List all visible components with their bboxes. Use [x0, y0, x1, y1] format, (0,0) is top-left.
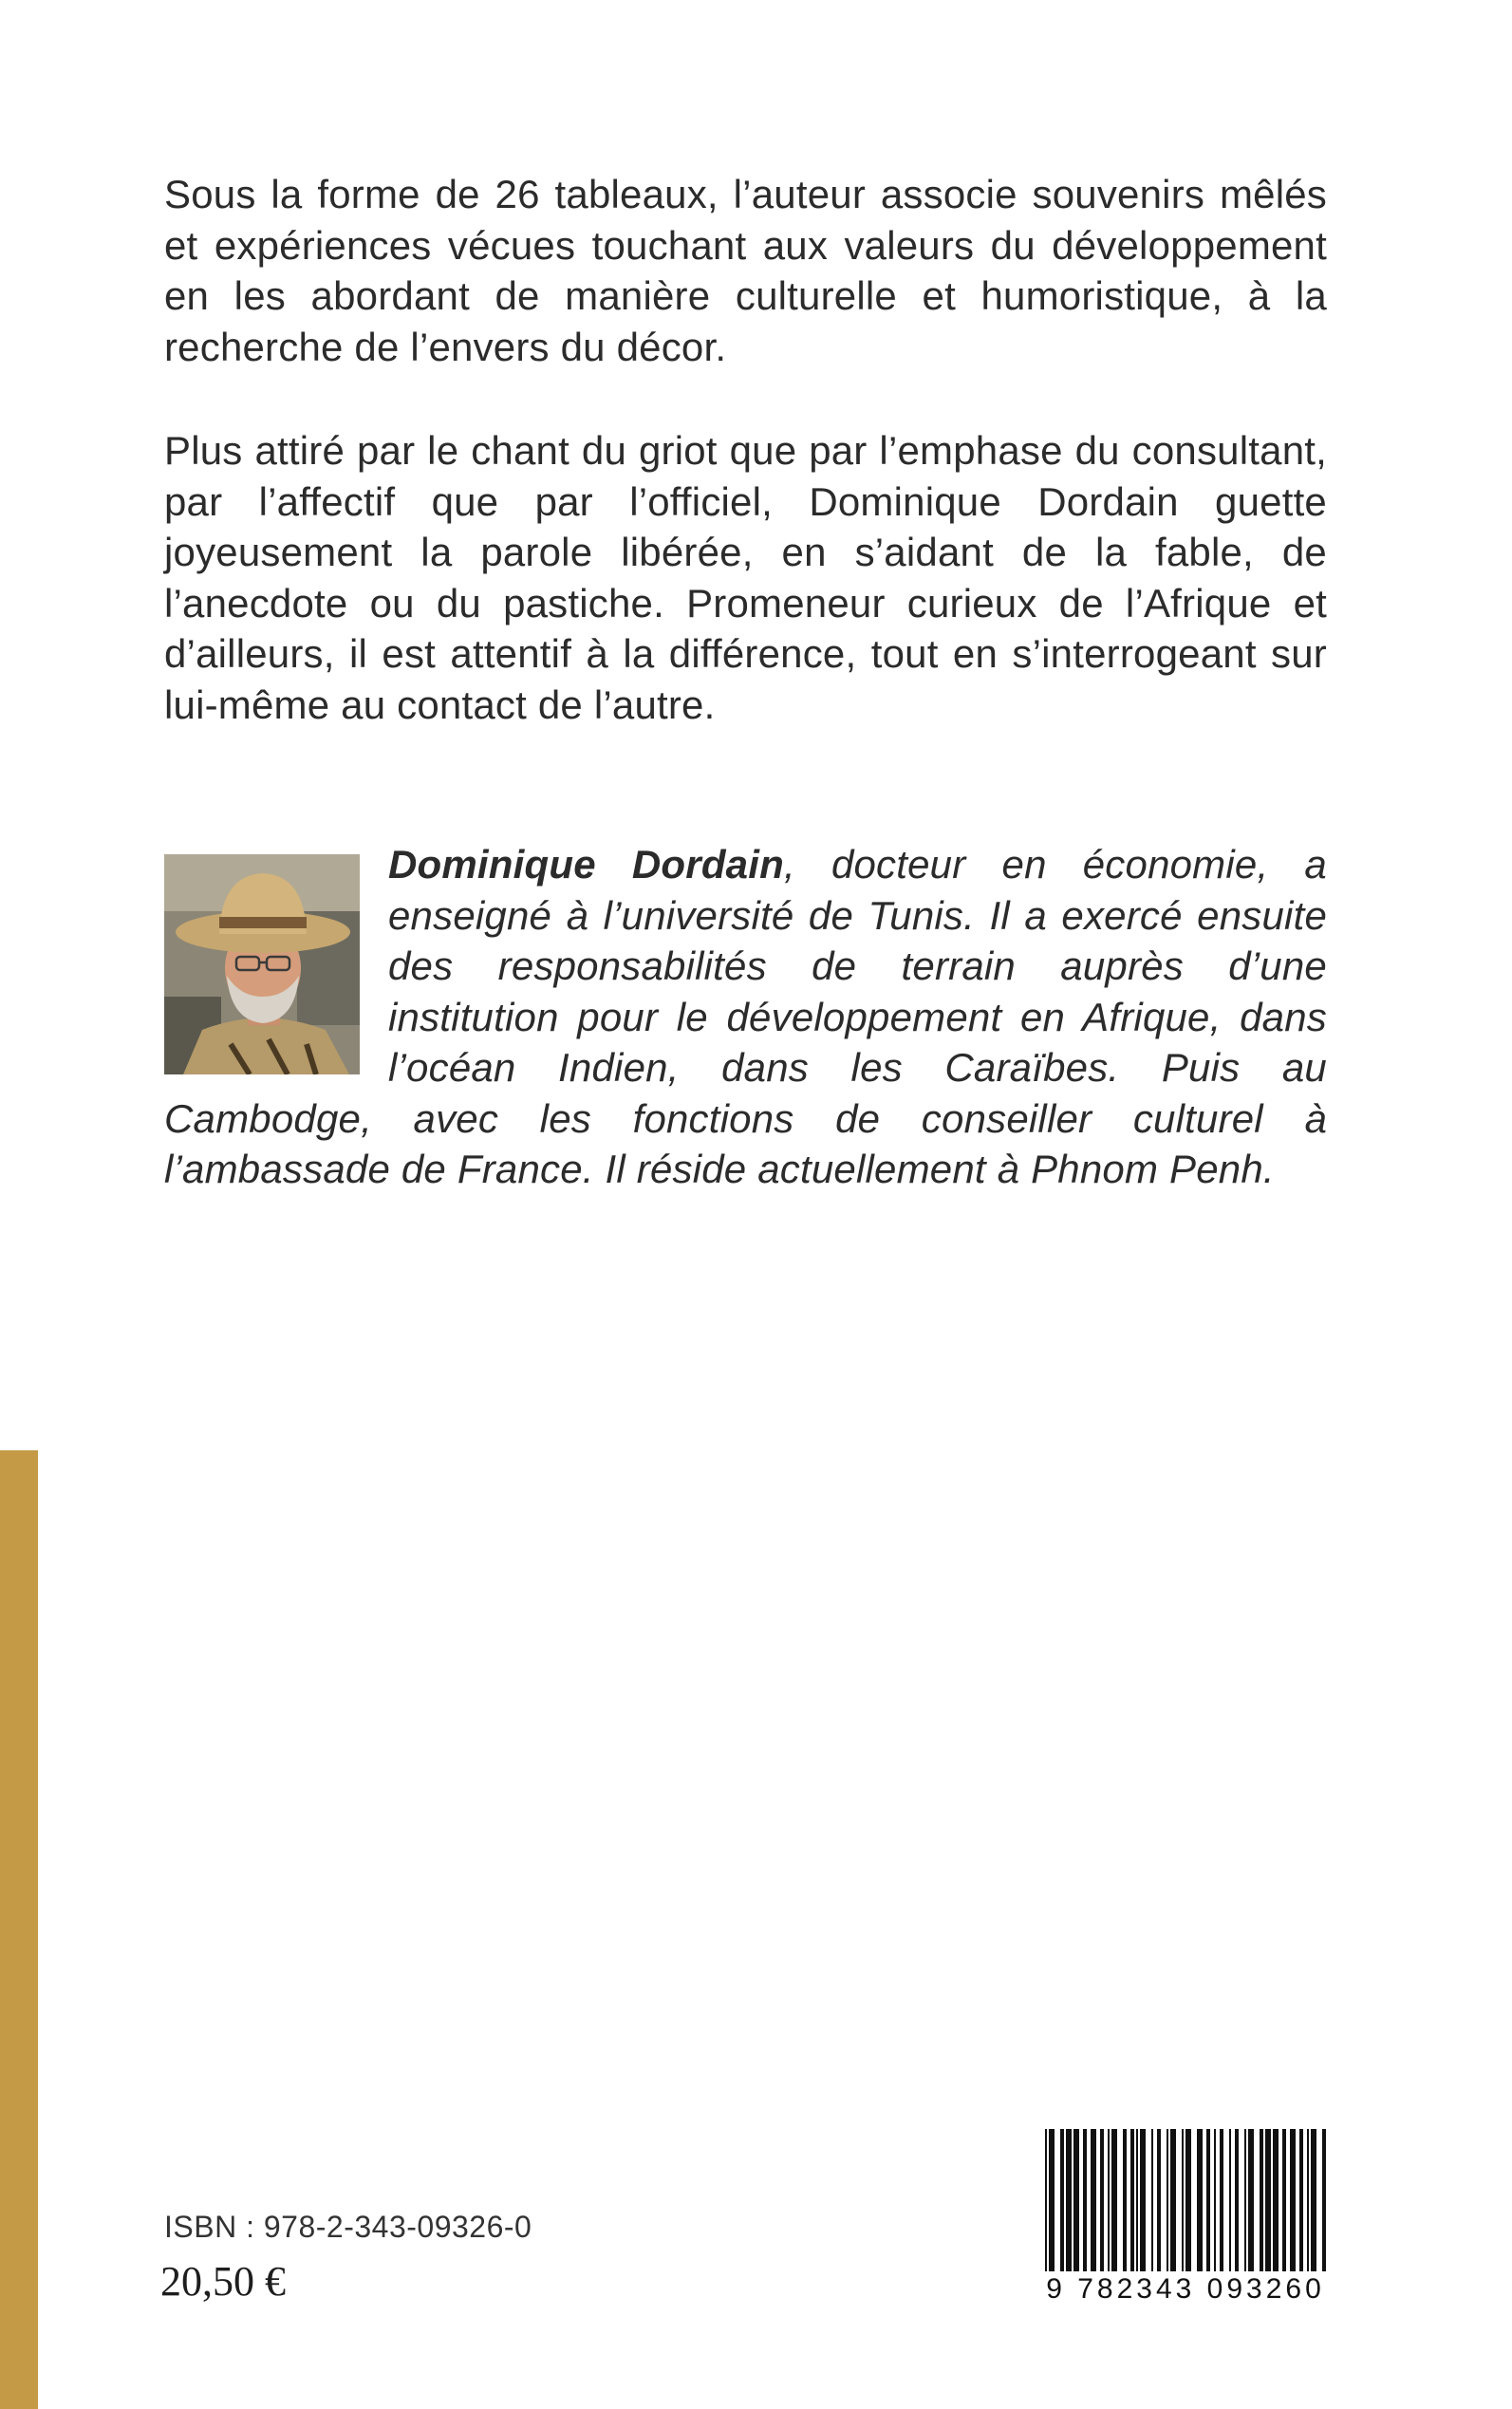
accent-strip [0, 1450, 38, 2409]
barcode-bar [1299, 2129, 1303, 2271]
barcode-bar [1229, 2129, 1231, 2271]
author-bio [164, 839, 1327, 1195]
barcode-bar [1167, 2129, 1168, 2271]
barcode-bar [1214, 2129, 1216, 2271]
barcode-bar [1060, 2129, 1064, 2271]
price-label: 20,50 € [160, 2258, 286, 2305]
author-bio-text: , docteur en économie, a enseigné à l’université de Tunis. Il a exercé ensuite des responsabilités de terrain auprès d’une institution pour le développement en Afrique, dans l’océan Indien, dans les Caraïbes. Puis au Cambodge, avec les fonctions de conseiller culturel à l’ambassade de France. Il réside actuellement à Phnom Penh. [164, 842, 1327, 1191]
barcode-bar [1045, 2129, 1047, 2271]
barcode-bar [1260, 2129, 1263, 2271]
barcode-bar [1248, 2129, 1254, 2271]
barcode-bar [1265, 2129, 1271, 2271]
barcode-bar [1307, 2129, 1309, 2271]
isbn-label: ISBN : 978-2-343-09326-0 [164, 2210, 532, 2244]
barcode-bar [1273, 2129, 1279, 2271]
blurb-paragraph-2: Plus attiré par le chant du griot que par l’emphase du consultant, par l’affectif que par l’officiel, Dominique Dordain guette joyeusement la parole libérée, en s’aidant de la fable, de l’anecdote ou du pastiche. Promeneur curieux de l’Afrique et d’ailleurs, il est attentif à la différence, tout en s’interrogeant sur lui-même au contact de l’autre. [164, 428, 1327, 727]
barcode-digits: 9 782343 093260 [1046, 2273, 1325, 2305]
barcode-bar [1311, 2129, 1316, 2271]
barcode-bar [1157, 2129, 1161, 2271]
barcode-bar [1066, 2129, 1072, 2271]
author-name: Dominique Dordain [388, 842, 784, 887]
barcode-bar [1130, 2129, 1134, 2271]
barcode-bar [1083, 2129, 1087, 2271]
barcode-bar [1185, 2129, 1191, 2271]
blurb-paragraph-1: Sous la forme de 26 tableaux, l’auteur associe souvenirs mêlés et expériences vécues touchant aux valeurs du développement en les abordant de manière culturelle et humoristique, à la recherche de l’envers du décor. [164, 172, 1327, 369]
barcode-bar [1220, 2129, 1223, 2271]
barcode-bar [1123, 2129, 1127, 2271]
barcode-bar [1151, 2129, 1153, 2271]
barcode-bar [1182, 2129, 1184, 2271]
barcode-bar [1073, 2129, 1079, 2271]
barcode-bar [1244, 2129, 1246, 2271]
barcode-bar [1108, 2129, 1110, 2271]
author-portrait-icon [164, 854, 360, 1074]
barcode-bar [1136, 2129, 1138, 2271]
barcode-bar [1170, 2129, 1176, 2271]
ean13-barcode-icon [1037, 2129, 1334, 2271]
author-photo [164, 854, 360, 1074]
barcode-bar [1282, 2129, 1286, 2271]
barcode-bar [1197, 2129, 1203, 2271]
barcode-bar [1322, 2129, 1326, 2271]
barcode-bar [1206, 2129, 1210, 2271]
barcode-bar [1049, 2129, 1055, 2271]
barcode-bar [1100, 2129, 1104, 2271]
barcode-bar [1140, 2129, 1146, 2271]
barcode-bar [1235, 2129, 1239, 2271]
barcode-bar [1091, 2129, 1096, 2271]
barcode-bar [1111, 2129, 1117, 2271]
barcode-bar [1290, 2129, 1296, 2271]
barcode [1037, 2129, 1334, 2319]
